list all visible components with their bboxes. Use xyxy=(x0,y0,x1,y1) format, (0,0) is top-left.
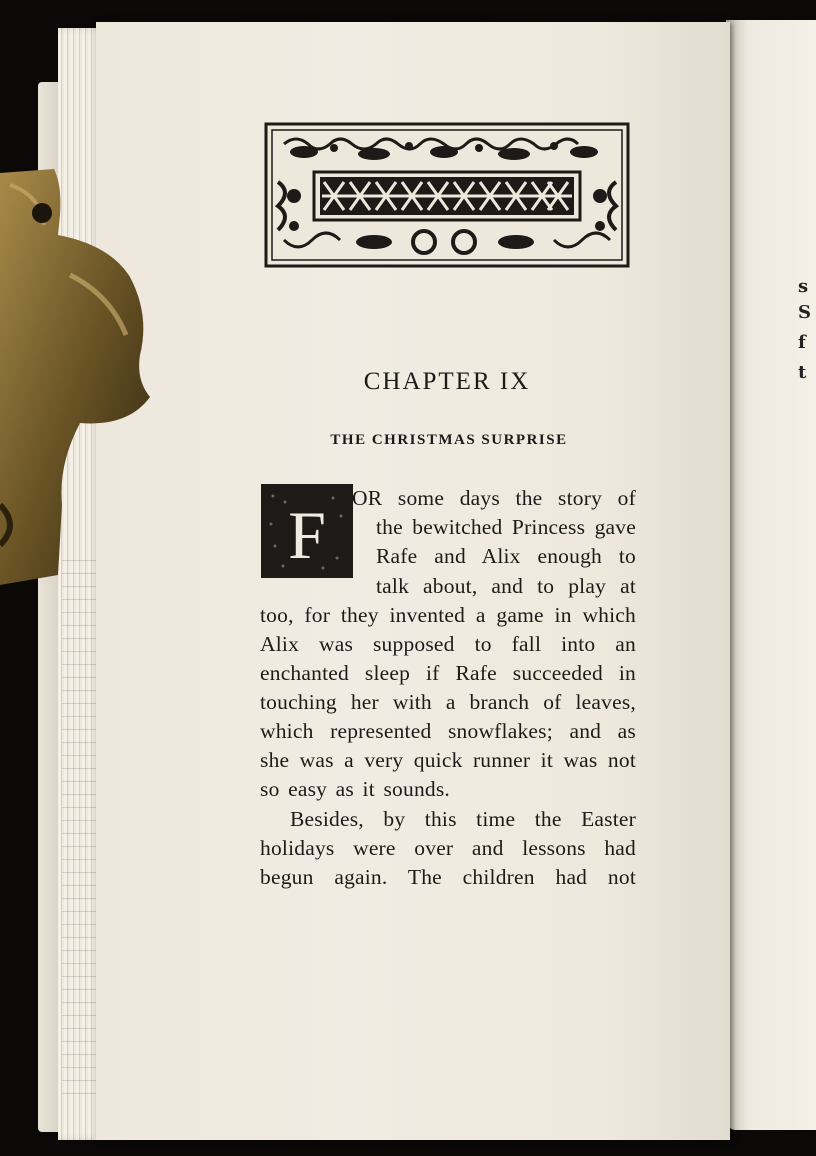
drop-cap-glyph: F xyxy=(288,497,326,573)
text-line: too, for they invented a game in which xyxy=(260,603,636,627)
text-line: Besides, by this time the Easter xyxy=(290,807,636,831)
text-line: Alix was supposed to fall into an xyxy=(260,632,636,656)
text-line: which represented snowflakes; and as xyxy=(260,719,636,743)
text-line: Rafe and Alix enough to xyxy=(376,544,636,568)
text-line: she was a very quick runner it was not xyxy=(260,748,636,772)
text-line: so easy as it sounds. xyxy=(260,777,450,801)
facing-page-fragment: S xyxy=(798,302,811,323)
chapter-subtitle: THE CHRISTMAS SURPRISE xyxy=(330,432,568,448)
chapter-title: CHAPTER IX xyxy=(363,368,531,395)
text-line: the bewitched Princess gave xyxy=(376,515,636,539)
celtic-knot-ornament-icon xyxy=(264,122,630,268)
bronze-book-clasp-icon xyxy=(0,165,160,595)
facing-page-fragment: f xyxy=(798,332,806,353)
text-line: talk about, and to play at xyxy=(376,574,636,598)
facing-page-fragment: t xyxy=(798,362,807,383)
text-line: touching her with a branch of leaves, xyxy=(260,690,636,714)
facing-page xyxy=(726,20,816,1130)
facing-page-fragment: s xyxy=(798,276,809,297)
text-line: holidays were over and lessons had xyxy=(260,836,636,860)
drop-cap-letter-icon xyxy=(261,484,353,578)
text-line: OR some days the story of xyxy=(352,486,636,510)
text-line: enchanted sleep if Rafe succeeded in xyxy=(260,661,636,685)
text-line: begun again. The children had not xyxy=(260,865,636,889)
